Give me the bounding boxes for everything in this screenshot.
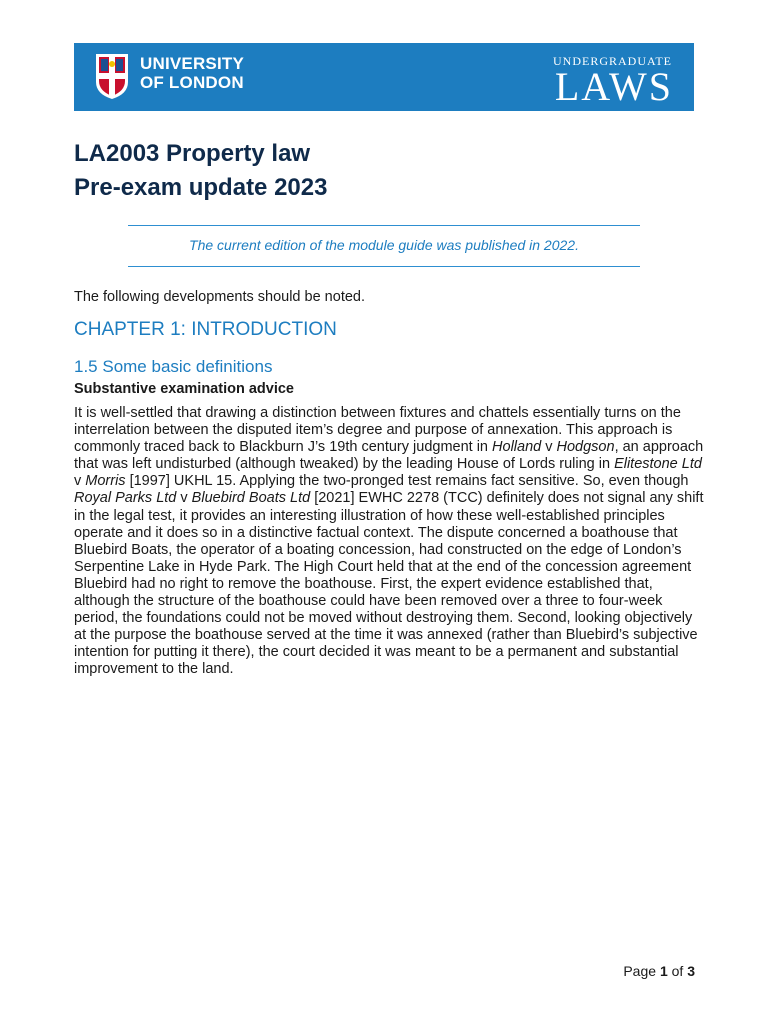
case-name: Holland	[492, 439, 542, 456]
versus: v	[541, 439, 557, 456]
current-page: 1	[659, 963, 668, 979]
university-crest-icon	[94, 52, 130, 100]
logo-line1: UNIVERSITY	[140, 54, 245, 73]
case-name: Royal Parks Ltd	[74, 490, 177, 507]
program-name: LAWS	[554, 64, 673, 109]
page-number	[623, 963, 695, 979]
versus: v	[176, 490, 192, 507]
section-heading: 1.5 Some basic definitions	[74, 357, 273, 376]
body-paragraph	[74, 405, 704, 679]
program-label: UNDERGRADUATE	[553, 54, 672, 68]
body-text: [2021] EWHC 2278 (TCC) definitely does not signal any shift in the legal test, it provides an interesting illustration of how these well-established principles operate and it does so in a distinctive factual context. The dispute concerned a boathouse that Bluebird Boats, the operator of a boating concession, had constructed on the edge of London’s Serpentine Lake in Hyde Park. The High Court held that at the end of the concession agreement Bluebird had no right to remove the boathouse. First, the expert evidence established that, although the structure of the boathouse could have been removed over a three to four-week period, the foundations could not be moved without destroying them. Second, looking objectively at the purpose the boathouse served at the time it was annexed (rather than Bluebird’s subjective intention for putting it there), the court decided it was meant to be a permanent and substantial improvement to the land.	[74, 490, 704, 678]
case-name: Elitestone Ltd	[614, 456, 702, 473]
edition-note: The current edition of the module guide was published in 2022.	[189, 237, 579, 253]
body-text: It is well-settled that drawing a distinction between fixtures and chattels essentially turns on the interrelation between the disputed item’s degree and purpose of annexation. This approach is commonly traced back to Blackburn J’s 19th century judgment in	[74, 405, 681, 456]
case-name: Hodgson	[556, 439, 615, 456]
page-word: Page	[623, 963, 660, 979]
page-title	[74, 137, 327, 205]
divider-top	[128, 225, 640, 226]
title-line2: Pre-exam update 2023	[74, 174, 328, 201]
header-banner	[74, 43, 694, 111]
case-name: Bluebird Boats Ltd	[191, 490, 311, 507]
of-word: of	[667, 963, 688, 979]
body-text: [1997] UKHL 15. Applying the two-pronged test remains fact sensitive. So, even though	[125, 473, 689, 490]
versus: v	[74, 473, 86, 490]
university-logo-text	[140, 54, 244, 92]
logo-line2: OF LONDON	[140, 73, 244, 92]
divider-bottom	[128, 266, 640, 267]
body-text: , an approach that was left undisturbed (although tweaked) by the leading House of Lords ruling in	[74, 439, 704, 473]
title-line1: LA2003 Property law	[74, 140, 311, 167]
intro-text: The following developments should be noted.	[74, 289, 365, 305]
total-pages: 3	[687, 963, 695, 979]
chapter-heading: CHAPTER 1: INTRODUCTION	[74, 319, 337, 340]
subheading: Substantive examination advice	[74, 381, 294, 397]
case-name: Morris	[85, 473, 126, 490]
